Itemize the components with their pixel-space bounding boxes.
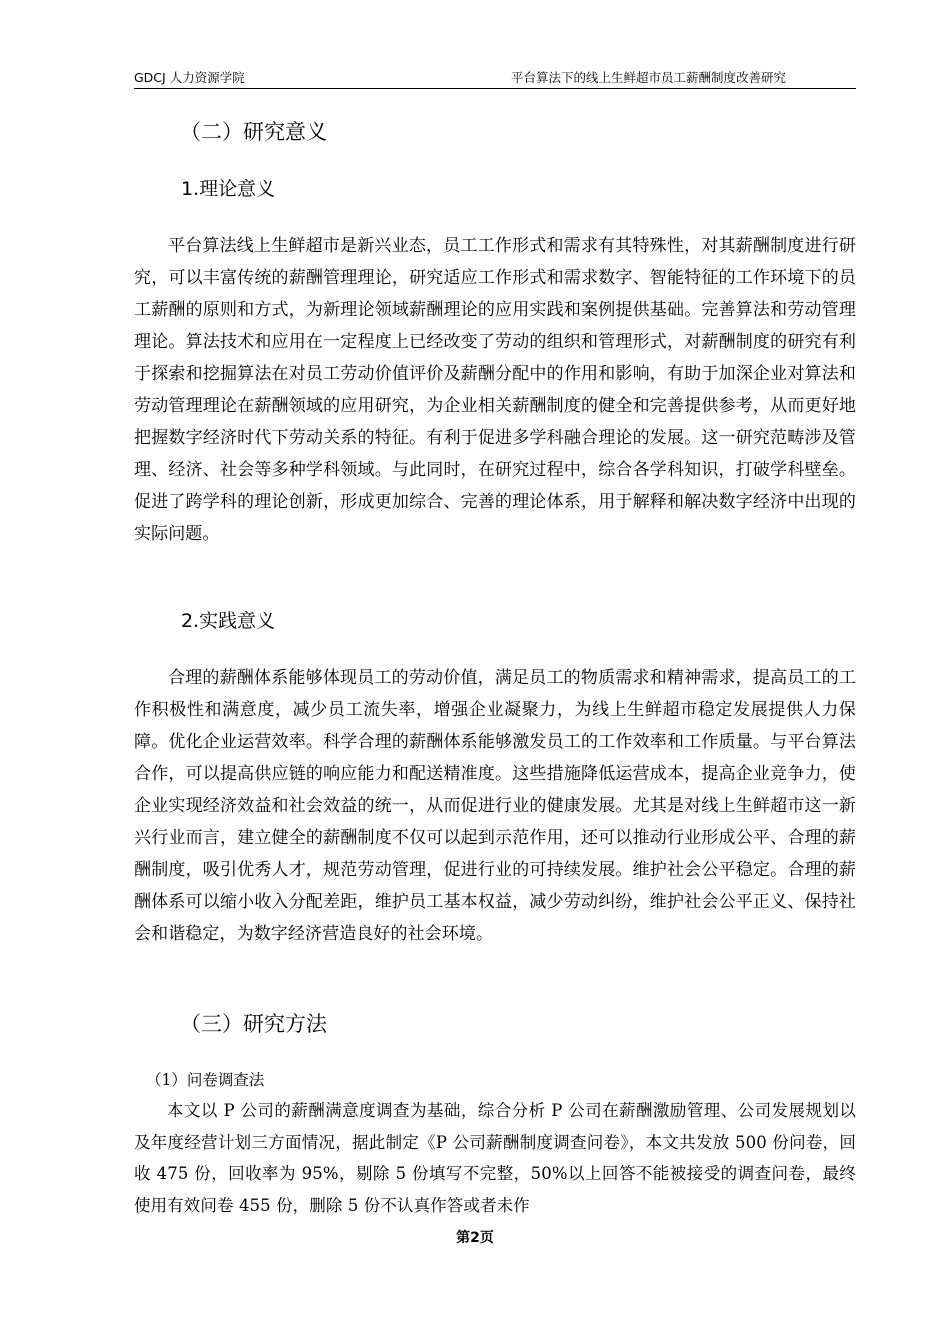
heading-questionnaire-method: （1）问卷调查法 (146, 1071, 265, 1089)
heading-theoretical-significance: 1.理论意义 (181, 178, 276, 200)
heading-research-methods: （三）研究方法 (180, 1012, 327, 1036)
header-thesis-title: 平台算法下的线上生鲜超市员工薪酬制度改善研究 (510, 70, 786, 85)
heading-practical-significance: 2.实践意义 (181, 610, 276, 632)
header-institution: GDCJ 人力资源学院 (134, 70, 245, 85)
heading-research-significance: （二）研究意义 (180, 120, 327, 144)
paragraph-practical-significance: 合理的薪酬体系能够体现员工的劳动价值，满足员工的物质需求和精神需求，提高员工的工作积极性和满意度，减少员工流失率，增强企业凝聚力，为线上生鲜超市稳定发展提供人力保障。优化企业运营效率。科学合理的薪酬体系能够激发员工的工作效率和工作质量。与平台算法合作，可以提高供应链的响应能力和配送精准度。这些措施降低运营成本，提高企业竞争力，使企业实现经济效益和社会效益的统一，从而促进行业的健康发展。尤其是对线上生鲜超市这一新兴行业而言，建立健全的薪酬制度不仅可以起到示范作用，还可以推动行业形成公平、合理的薪酬制度，吸引优秀人才，规范劳动管理，促进行业的可持续发展。维护社会公平稳定。合理的薪酬体系可以缩小收入分配差距，维护员工基本权益，减少劳动纠纷，维护社会公平正义、保持社会和谐稳定，为数字经济营造良好的社会环境。 (134, 668, 856, 944)
paragraph-questionnaire-method: 本文以 P 公司的薪酬满意度调查为基础，综合分析 P 公司在薪酬激励管理、公司发展规划以及年度经营计划三方面情况，据此制定《P 公司薪酬制度调查问卷》，本文共发放 500 份问卷，回收 475 份，回收率为 95%，剔除 5 份填写不完整，50%以上回答不能被接受的调查问卷，最终使用有效问卷 455 份，删除 5 份不认真作答或者未作 (134, 1101, 856, 1215)
running-header (134, 70, 856, 89)
page-number: 第2页 (456, 1230, 494, 1246)
paragraph-theoretical-significance: 平台算法线上生鲜超市是新兴业态，员工工作形式和需求有其特殊性，对其薪酬制度进行研究，可以丰富传统的薪酬管理理论，研究适应工作形式和需求数字、智能特征的工作环境下的员工薪酬的原则和方式，为新理论领域薪酬理论的应用实践和案例提供基础。完善算法和劳动管理理论。算法技术和应用在一定程度上已经改变了劳动的组织和管理形式，对薪酬制度的研究有利于探索和挖掘算法在对员工劳动价值评价及薪酬分配中的作用和影响，有助于加深企业对算法和劳动管理理论在薪酬领域的应用研究，为企业相关薪酬制度的健全和完善提供参考，从而更好地把握数字经济时代下劳动关系的特征。有利于促进多学科融合理论的发展。这一研究范畴涉及管理、经济、社会等多种学科领域。与此同时，在研究过程中，综合各学科知识，打破学科壁垒。促进了跨学科的理论创新，形成更加综合、完善的理论体系，用于解释和解决数字经济中出现的实际问题。 (134, 236, 856, 544)
